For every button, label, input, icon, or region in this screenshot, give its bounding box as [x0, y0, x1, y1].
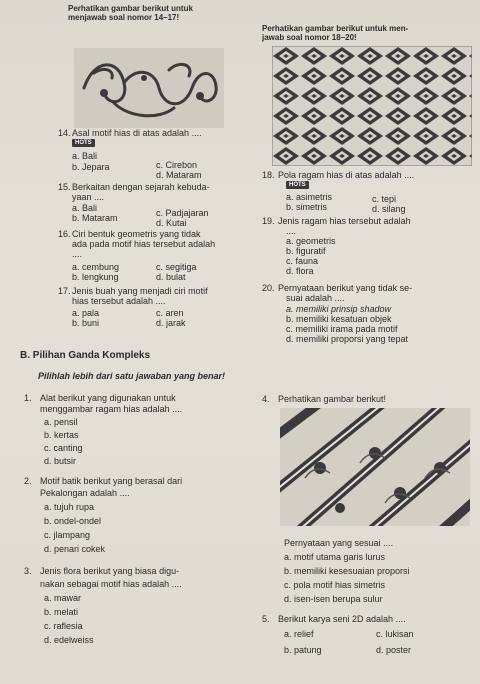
- b2-opt-d[interactable]: d. penari cokek: [44, 544, 106, 554]
- b5-number: 5.: [262, 614, 270, 624]
- section-b-instruction: Pilihlah lebih dari satu jawaban yang benar!: [38, 371, 226, 381]
- section-b-title: B. Pilihan Ganda Kompleks: [20, 350, 151, 361]
- b1-opt-a[interactable]: a. pensil: [44, 417, 78, 427]
- q19-opt-d[interactable]: d. flora: [286, 266, 314, 276]
- q14-opt-c[interactable]: c. Cirebon: [156, 160, 198, 170]
- b3-opt-b[interactable]: b. melati: [44, 607, 79, 617]
- q14-number: 14.: [58, 128, 71, 138]
- b4-text: Perhatikan gambar berikut!: [278, 394, 387, 404]
- b4-opt-a[interactable]: a. motif utama garis lurus: [284, 552, 386, 562]
- b2-number: 2.: [24, 476, 32, 486]
- q19-text-2: ....: [286, 226, 297, 236]
- instruction-right-line2: jawab soal nomor 18–20!: [262, 33, 357, 42]
- q15-text-1: Berkaitan dengan sejarah kebuda-: [72, 182, 210, 192]
- q18-opt-b[interactable]: b. simetris: [286, 202, 328, 212]
- b5-opt-a[interactable]: a. relief: [284, 629, 314, 639]
- q18-opt-d[interactable]: d. silang: [372, 204, 406, 214]
- b1-text-1: Alat berikut yang digunakan untuk: [40, 393, 176, 403]
- q14-opt-a[interactable]: a. Bali: [72, 151, 98, 161]
- b2-text-2: Pekalongan adalah ....: [40, 488, 130, 498]
- b1-opt-b[interactable]: b. kertas: [44, 430, 79, 440]
- q16-number: 16.: [58, 229, 71, 239]
- q18-number: 18.: [262, 170, 275, 180]
- q17-text-2: hias tersebut adalah ....: [72, 296, 166, 306]
- b3-text-2: nakan sebagai motif hias adalah ....: [40, 579, 182, 589]
- b2-text-1: Motif batik berikut yang berasal dari: [40, 476, 183, 486]
- b3-text-1: Jenis flora berikut yang biasa digu-: [40, 566, 180, 576]
- b3-opt-d[interactable]: d. edelweiss: [44, 635, 94, 645]
- q17-opt-a[interactable]: a. pala: [72, 308, 100, 318]
- instruction-right-line1: Perhatikan gambar berikut untuk men-: [262, 24, 409, 33]
- b1-text-2: menggambar ragam hias adalah ....: [40, 404, 183, 414]
- q17-opt-c[interactable]: c. aren: [156, 308, 184, 318]
- q19-number: 19.: [262, 216, 275, 226]
- b5-opt-d[interactable]: d. poster: [376, 645, 412, 655]
- q15-opt-b[interactable]: b. Mataram: [72, 213, 118, 223]
- q17-opt-d[interactable]: d. jarak: [156, 318, 186, 328]
- q18-opt-c[interactable]: c. tepi: [372, 194, 397, 204]
- b5-opt-c[interactable]: c. lukisan: [376, 629, 414, 639]
- q19-text-1: Jenis ragam hias tersebut adalah: [278, 216, 411, 226]
- b4-opt-c[interactable]: c. pola motif hias simetris: [284, 580, 386, 590]
- q20-text-1: Pernyataan berikut yang tidak se-: [278, 283, 413, 293]
- batik-motif-image: [280, 408, 470, 526]
- q16-opt-d[interactable]: d. bulat: [156, 272, 186, 282]
- b2-opt-b[interactable]: b. ondel-ondel: [44, 516, 102, 526]
- q18-text: Pola ragam hias di atas adalah ....: [278, 170, 415, 180]
- b1-opt-c[interactable]: c. canting: [44, 443, 83, 453]
- q19-opt-c[interactable]: c. fauna: [286, 256, 319, 266]
- motif-image-1: [74, 48, 224, 128]
- b1-opt-d[interactable]: d. butsir: [44, 456, 77, 466]
- b1-number: 1.: [24, 393, 32, 403]
- q19-opt-b[interactable]: b. figuratif: [286, 246, 326, 256]
- q16-opt-b[interactable]: b. lengkung: [72, 272, 119, 282]
- q19-opt-a[interactable]: a. geometris: [286, 236, 336, 246]
- q15-opt-c[interactable]: c. Padjajaran: [156, 208, 209, 218]
- b4-opt-b[interactable]: b. memiliki kesesuaian proporsi: [284, 566, 410, 576]
- q20-text-2: suai adalah ....: [286, 293, 345, 303]
- q20-opt-d[interactable]: d. memiliki proporsi yang tepat: [286, 334, 409, 344]
- q20-opt-c[interactable]: c. memiliki irama pada motif: [286, 324, 398, 334]
- q16-text-3: ....: [72, 249, 83, 259]
- q15-opt-a[interactable]: a. Bali: [72, 203, 98, 213]
- q15-number: 15.: [58, 182, 71, 192]
- q20-opt-b[interactable]: b. memiliki kesatuan objek: [286, 314, 392, 324]
- q16-opt-a[interactable]: a. cembung: [72, 262, 120, 272]
- b4-opt-d[interactable]: d. isen-isen berupa sulur: [284, 594, 383, 604]
- hots-badge-2: HOTS: [286, 181, 309, 189]
- q15-opt-d[interactable]: d. Kutai: [156, 218, 187, 228]
- q20-number: 20.: [262, 283, 275, 293]
- q20-opt-a[interactable]: a. memiliki prinsip shadow: [286, 304, 392, 314]
- instruction-left-line2: menjawab soal nomor 14–17!: [68, 13, 180, 22]
- q17-number: 17.: [58, 286, 71, 296]
- q18-opt-a[interactable]: a. asimetris: [286, 192, 333, 202]
- b3-opt-c[interactable]: c. raflesia: [44, 621, 83, 631]
- q14-text: Asal motif hias di atas adalah ....: [72, 128, 202, 138]
- q15-text-2: yaan ....: [72, 192, 105, 202]
- b4-statement: Pernyataan yang sesuai ....: [284, 538, 394, 548]
- b5-text: Berikut karya seni 2D adalah ....: [278, 614, 406, 624]
- b5-opt-b[interactable]: b. patung: [284, 645, 322, 655]
- b3-opt-a[interactable]: a. mawar: [44, 593, 82, 603]
- q16-text-2: ada pada motif hias tersebut adalah: [72, 239, 216, 249]
- b4-number: 4.: [262, 394, 270, 404]
- hots-badge: HOTS: [72, 139, 95, 147]
- b2-opt-a[interactable]: a. tujuh rupa: [44, 502, 95, 512]
- q16-text-1: Ciri bentuk geometris yang tidak: [72, 229, 201, 239]
- q17-text-1: Jenis buah yang menjadi ciri motif: [72, 286, 208, 296]
- q14-opt-b[interactable]: b. Jepara: [72, 162, 110, 172]
- b2-opt-c[interactable]: c. jlampang: [44, 530, 91, 540]
- q14-opt-d[interactable]: d. Mataram: [156, 170, 202, 180]
- q17-opt-b[interactable]: b. buni: [72, 318, 100, 328]
- instruction-left-line1: Perhatikan gambar berikut untuk: [68, 4, 193, 13]
- b3-number: 3.: [24, 566, 32, 576]
- q16-opt-c[interactable]: c. segitiga: [156, 262, 197, 272]
- geometric-pattern-image: [272, 46, 472, 166]
